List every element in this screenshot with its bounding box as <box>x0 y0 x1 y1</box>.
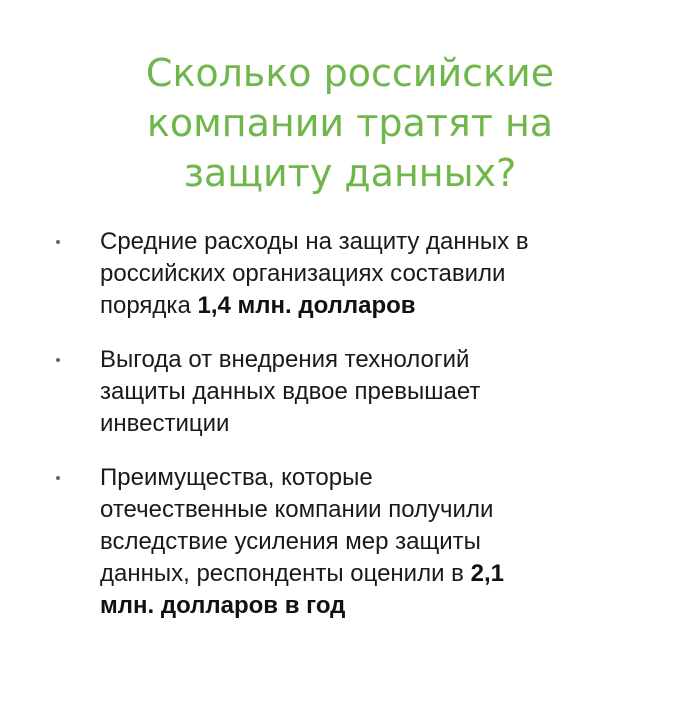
bullet-list <box>50 226 660 644</box>
bullet-3-line-4 <box>100 558 660 590</box>
bullet-1-line-2: российских организациях составили <box>100 260 506 287</box>
bullet-item-advantages <box>50 462 660 622</box>
bullet-item-benefit <box>50 344 660 440</box>
bullet-3-highlight-amount: 2,1 <box>470 560 504 587</box>
bullet-dot-icon <box>56 358 60 362</box>
bullet-3-line-2: отечественные компании получили <box>100 496 494 523</box>
title-line-2: компании тратят на <box>146 101 554 145</box>
title-line-3: защиту данных? <box>183 151 517 195</box>
bullet-3-line-3: вследствие усиления мер защиты <box>100 528 481 555</box>
bullet-1-line-3-text: порядка <box>100 292 198 319</box>
bullet-dot-icon <box>56 476 60 480</box>
bullet-2-line-3: инвестиции <box>100 410 230 437</box>
bullet-1-line-3 <box>100 290 660 322</box>
slide-title <box>60 48 640 198</box>
bullet-1-line-1: Средние расходы на защиту данных в <box>100 228 529 255</box>
bullet-3-highlight-unit: млн. долларов в год <box>100 592 346 619</box>
bullet-1-highlight-amount: 1,4 млн. долларов <box>197 292 416 319</box>
bullet-item-average-costs <box>50 226 660 322</box>
bullet-3-line-1: Преимущества, которые <box>100 464 373 491</box>
bullet-2-line-2: защиты данных вдвое превышает <box>100 378 481 405</box>
bullet-3-line-5 <box>100 590 660 622</box>
title-line-1: Сколько российские <box>145 51 555 95</box>
bullet-3-line-4-text: данных, респонденты оценили в <box>100 560 471 587</box>
bullet-2-line-1: Выгода от внедрения технологий <box>100 346 470 373</box>
bullet-dot-icon <box>56 240 60 244</box>
